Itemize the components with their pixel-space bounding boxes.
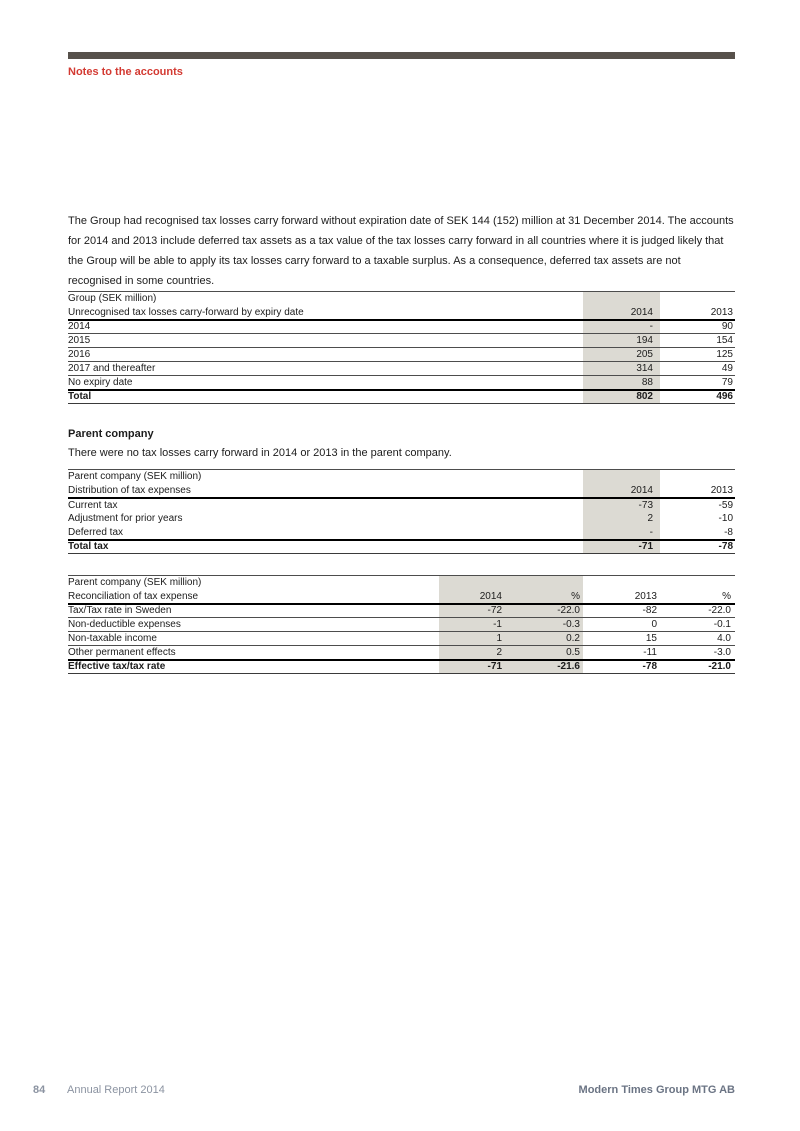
total-2014: 802	[583, 390, 660, 404]
tax-distribution-table	[68, 469, 735, 554]
table-row	[68, 618, 735, 632]
value-2014: -	[583, 320, 660, 334]
table-title-row	[68, 576, 735, 590]
row-label: Deferred tax	[68, 526, 124, 538]
pct-2014: -0.3	[511, 618, 583, 632]
total-label: Effective tax/tax rate	[68, 660, 439, 674]
row-label: 2016	[68, 348, 583, 362]
col-header-pct-2013: %	[661, 590, 735, 604]
table-title-row	[68, 470, 735, 484]
table-header-row	[68, 590, 735, 604]
pct-2014: 0.5	[511, 646, 583, 660]
value-2013: 125	[660, 348, 735, 362]
value-2013: -59	[718, 499, 733, 511]
value-2013: 49	[660, 362, 735, 376]
pct-2013: -3.0	[661, 646, 735, 660]
shaded-column-cell	[439, 576, 511, 590]
shaded-column-cell	[583, 470, 660, 484]
footer-company-name: Modern Times Group MTG AB	[578, 1084, 735, 1096]
table-subtitle: Unrecognised tax losses carry-forward by expiry date	[68, 306, 583, 320]
pct-2014: 0.2	[511, 632, 583, 646]
tax-reconciliation-table	[68, 575, 735, 674]
value-2014: -72	[439, 604, 511, 618]
parent-company-heading: Parent company	[68, 428, 154, 440]
total-2014: -71	[583, 540, 660, 554]
value-2013: 154	[660, 334, 735, 348]
table-row	[68, 320, 735, 334]
table-total-row	[68, 660, 735, 674]
table-title: Parent company (SEK million)	[68, 471, 202, 483]
value-2013: 15	[583, 632, 661, 646]
section-heading: Notes to the accounts	[68, 66, 183, 78]
total-2013: -78	[583, 660, 661, 674]
col-header-2013: 2013	[583, 590, 661, 604]
total-pct-2014: -21.6	[511, 660, 583, 674]
row-label: Other permanent effects	[68, 646, 439, 660]
row-label: Non-taxable income	[68, 632, 439, 646]
total-2014: -71	[439, 660, 511, 674]
top-rule-bar	[68, 52, 735, 59]
table-total-row	[68, 390, 735, 404]
value-2013: -11	[583, 646, 661, 660]
table-title: Parent company (SEK million)	[68, 577, 202, 589]
value-2014: -73	[583, 498, 660, 512]
row-label: Tax/Tax rate in Sweden	[68, 604, 439, 618]
parent-company-text: There were no tax losses carry forward in 2014 or 2013 in the parent company.	[68, 447, 452, 459]
value-2014: -	[583, 526, 660, 540]
table-row	[68, 646, 735, 660]
row-label: No expiry date	[68, 376, 583, 390]
value-2013: 79	[660, 376, 735, 390]
value-2013: -10	[718, 513, 733, 524]
row-label: 2014	[68, 320, 583, 334]
row-label: Non-deductible expenses	[68, 618, 439, 632]
value-2014: 2	[583, 512, 660, 526]
col-header-2014: 2014	[583, 306, 660, 320]
table-title-row	[68, 292, 735, 306]
table-row	[68, 498, 735, 512]
shaded-column-cell	[511, 576, 583, 590]
table-row	[68, 348, 735, 362]
total-2013: -78	[660, 540, 735, 554]
intro-paragraph: The Group had recognised tax losses carry forward without expiration date of SEK 144 (152) million at 31 December 2014. The accounts for 2014 and 2013 include deferred tax assets as a tax value of the tax losses carry forward in all countries where it is judged likely that the Group will be able to apply its tax losses carry forward to a taxable surplus. As a consequence, deferred tax assets are not recognised in some countries.	[68, 215, 734, 287]
value-2014: 1	[439, 632, 511, 646]
shaded-column-cell	[583, 292, 660, 306]
table-row	[68, 334, 735, 348]
pct-2013: -0.1	[661, 618, 735, 632]
table-header-row	[68, 484, 735, 498]
table-total-row	[68, 540, 735, 554]
value-2014: 88	[583, 376, 660, 390]
value-2013: -82	[583, 604, 661, 618]
row-label: Current tax	[68, 499, 118, 511]
row-label: Adjustment for prior years	[68, 513, 183, 524]
col-header-2014: 2014	[439, 590, 511, 604]
pct-2014: -22.0	[511, 604, 583, 618]
col-header-2014: 2014	[583, 484, 660, 498]
footer-report-title: Annual Report 2014	[67, 1084, 165, 1096]
row-label: 2015	[68, 334, 583, 348]
value-2013: 0	[583, 618, 661, 632]
total-label: Total	[68, 390, 583, 404]
value-2013: -8	[724, 526, 733, 538]
value-2014: 2	[439, 646, 511, 660]
table-row	[68, 604, 735, 618]
table-row	[68, 376, 735, 390]
table-title: Group (SEK million)	[68, 293, 157, 305]
value-2014: 194	[583, 334, 660, 348]
table-subtitle: Distribution of tax expenses	[68, 484, 583, 498]
total-pct-2013: -21.0	[661, 660, 735, 674]
col-header-2013: 2013	[660, 484, 735, 498]
pct-2013: 4.0	[661, 632, 735, 646]
col-header-2013: 2013	[660, 306, 735, 320]
group-tax-losses-table	[68, 291, 735, 404]
total-label: Total tax	[68, 540, 583, 554]
page-number: 84	[33, 1084, 46, 1096]
value-2014: 314	[583, 362, 660, 376]
pct-2013: -22.0	[661, 604, 735, 618]
value-2014: -1	[439, 618, 511, 632]
row-label: 2017 and thereafter	[68, 362, 583, 376]
table-row	[68, 526, 735, 540]
table-row	[68, 632, 735, 646]
table-header-row	[68, 306, 735, 320]
table-row	[68, 512, 735, 526]
col-header-pct-2014: %	[511, 590, 583, 604]
total-2013: 496	[660, 390, 735, 404]
table-subtitle: Reconciliation of tax expense	[68, 590, 439, 604]
value-2013: 90	[660, 320, 735, 334]
value-2014: 205	[583, 348, 660, 362]
table-row	[68, 362, 735, 376]
